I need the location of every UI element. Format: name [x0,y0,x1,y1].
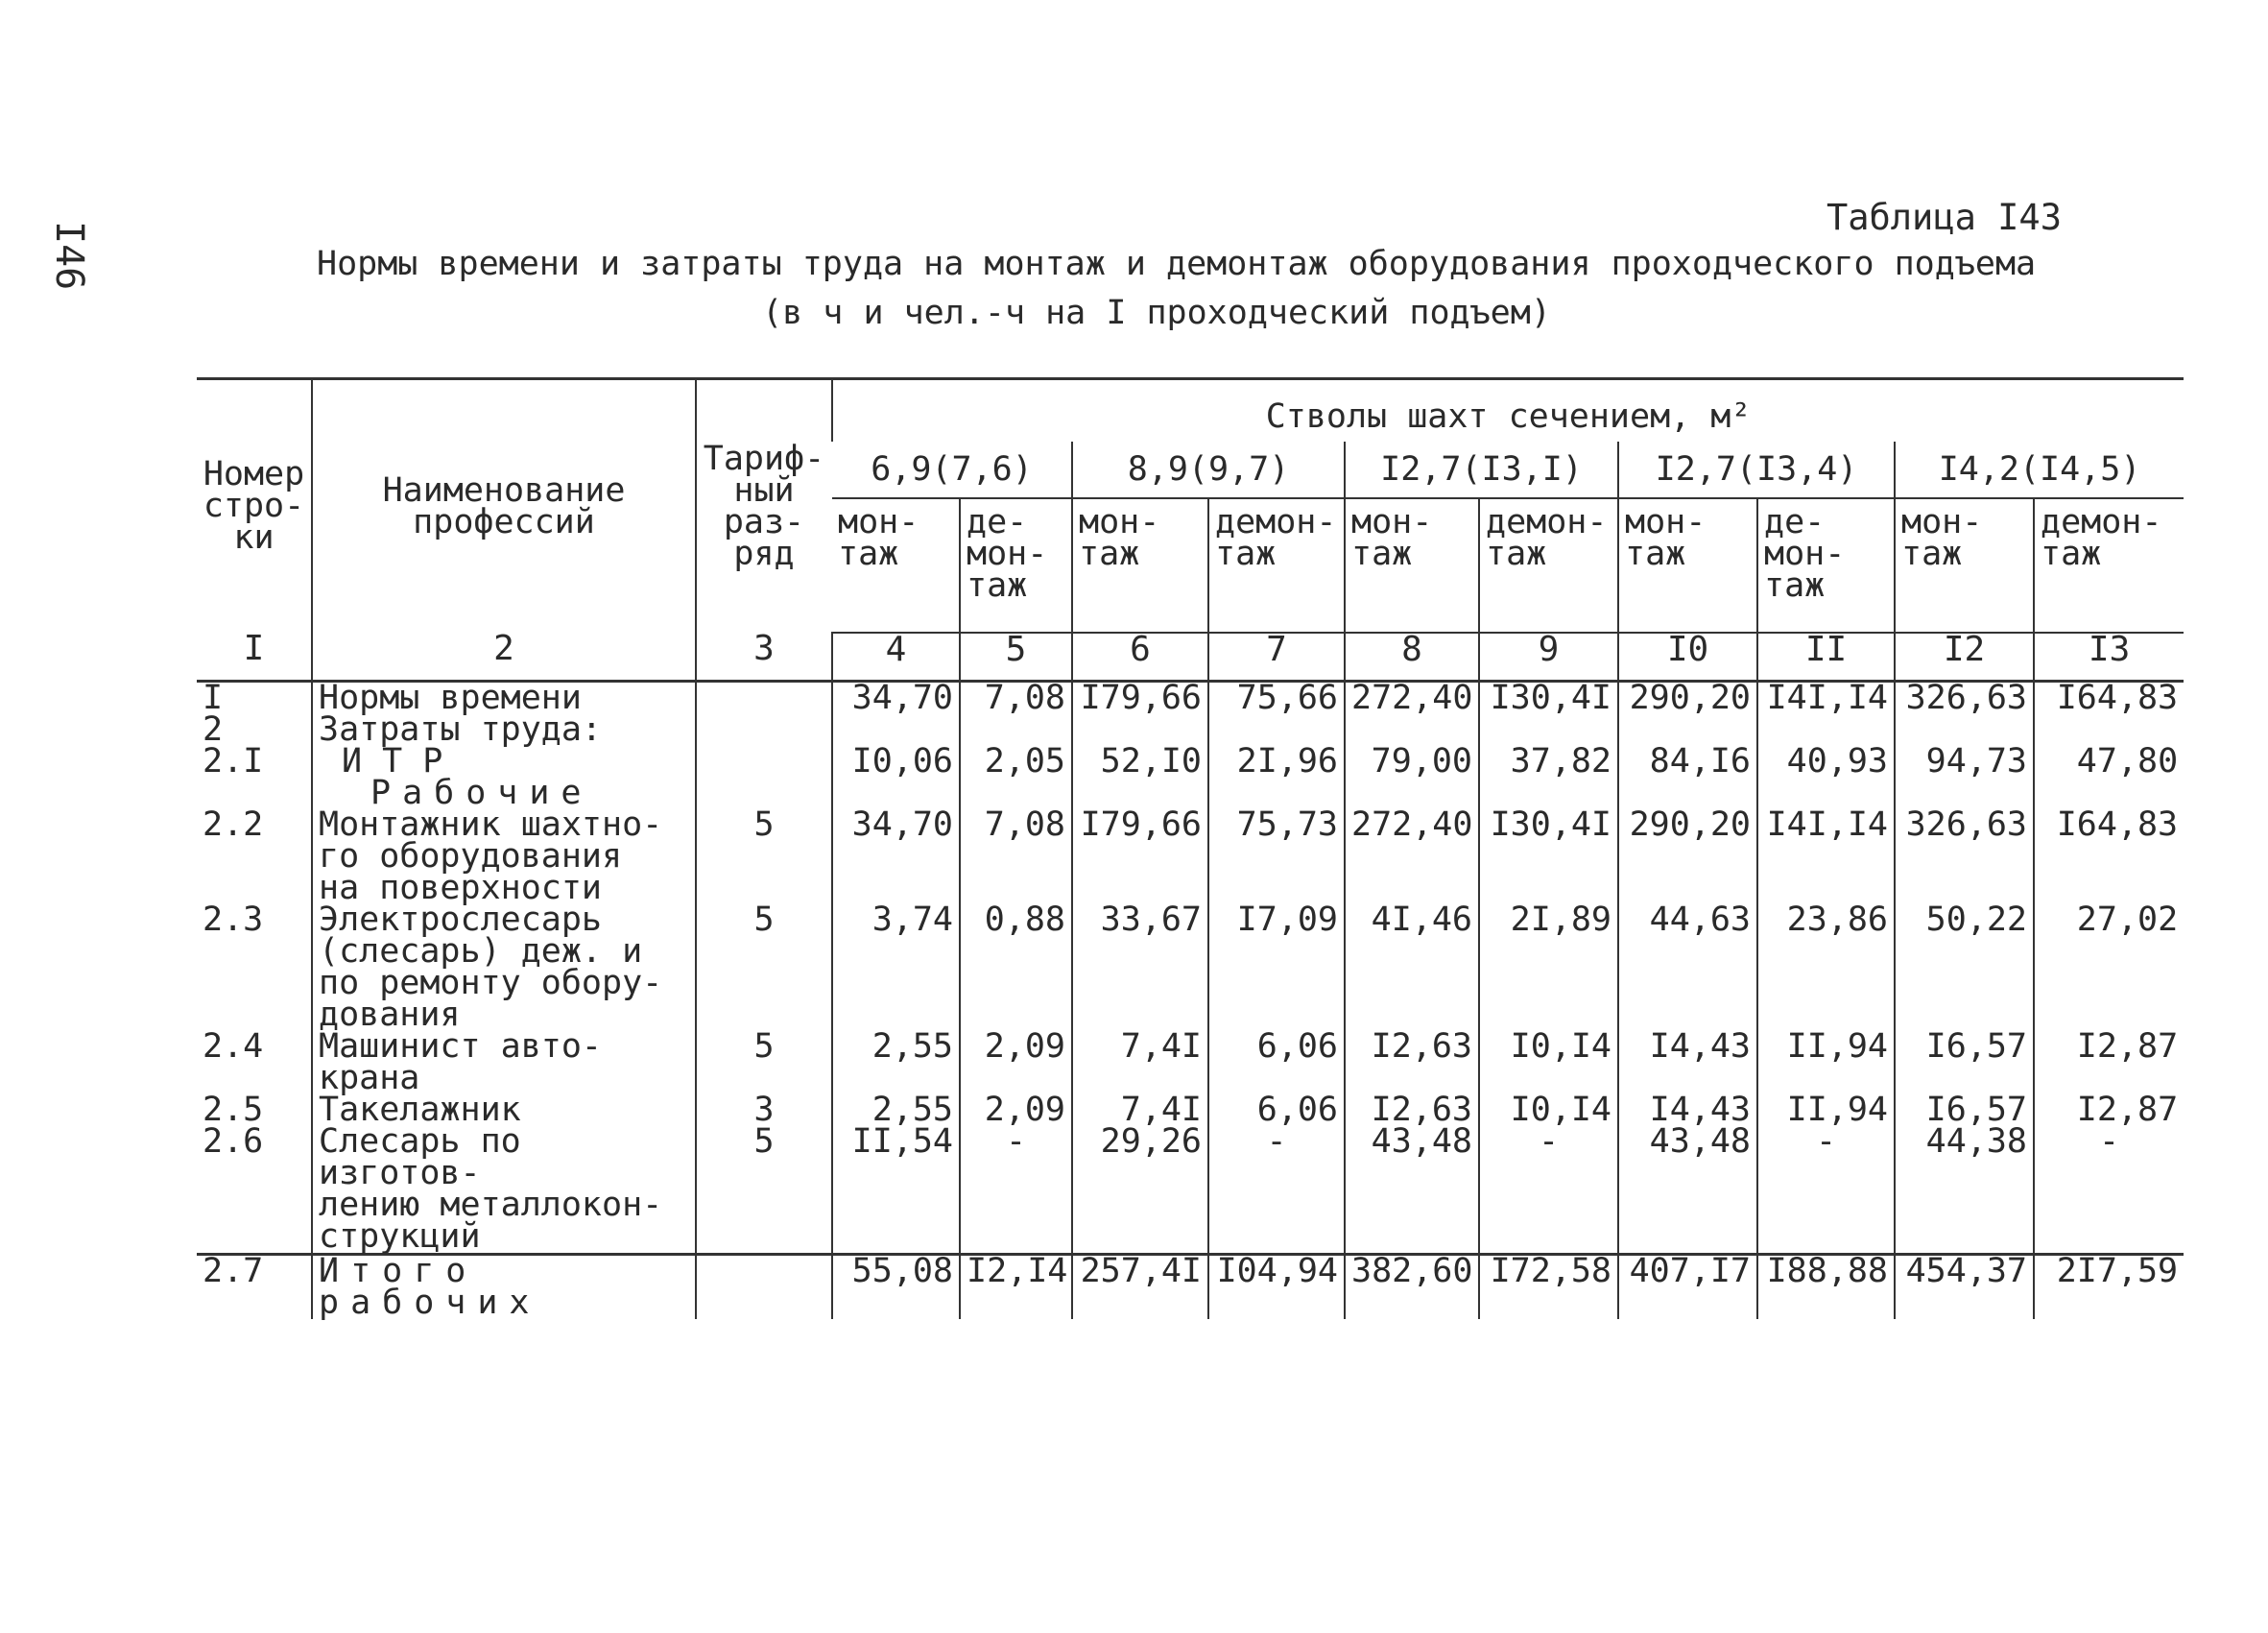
value-cell: II,94 [1757,1031,1895,1094]
table-subtitle: (в ч и чел.-ч на I проходческий подъем) [762,294,1551,332]
row-number: 2.I [203,742,264,780]
value-cell: 4I,46 [1345,904,1479,1031]
header-operation [1895,498,2034,633]
header-operation [1618,498,1757,633]
value-cell: I4I,I4 [1757,682,1895,715]
value-cell: 50,22 [1895,904,2034,1031]
value-cell: 43,48 [1345,1126,1479,1255]
value-cell: I79,66 [1072,682,1208,715]
value-cell: I30,4I [1479,809,1618,904]
row-number: 2.4 [203,1027,264,1066]
profession-name-line: на поверхности [319,869,603,907]
page-number: I46 [47,221,91,291]
header-line: ряд [733,534,795,573]
header-profession [312,379,696,634]
header-line: демон- [2041,503,2162,541]
tariff-grade [696,1255,832,1320]
table-row [197,1126,2184,1255]
value-cell: 257,4I [1072,1255,1208,1320]
value-cell: 75,73 [1208,809,1345,904]
profession-name-line: Нормы времени [319,679,582,717]
column-number: 9 [1479,633,1618,682]
value-cell: I2,63 [1345,1094,1479,1126]
value-cell: I64,83 [2034,809,2184,904]
header-line: таж [1901,535,1963,573]
value-cell: 44,38 [1895,1126,2034,1255]
table-row [197,1031,2184,1094]
tariff-grade: 5 [696,809,832,904]
value-cell: 34,70 [832,809,960,904]
profession-name-line: Электрослесарь [319,901,603,939]
table-title: Нормы времени и затраты труда на монтаж и демонтаж оборудования проходческого подъема [317,245,2037,283]
column-number: 4 [832,633,960,682]
value-cell: 2,09 [960,1031,1072,1094]
header-operation [960,498,1072,633]
header-operation [2034,498,2184,633]
value-cell: I2,I4 [960,1255,1072,1320]
value-cell: I04,94 [1208,1255,1345,1320]
value-cell: I6,57 [1895,1031,2034,1094]
header-section: 8,9(9,7) [1072,442,1345,498]
header-line: Наименование [382,470,626,510]
value-cell: I72,58 [1479,1255,1618,1320]
column-number: I0 [1618,633,1757,682]
profession-name-line: Машинист авто- [319,1027,603,1066]
profession-name-line: Рабочие [370,774,593,812]
column-number: 3 [696,633,832,682]
column-number: 6 [1072,633,1208,682]
value-cell: - [1479,1126,1618,1255]
profession-name-line: лению металлокон- [319,1186,663,1224]
norms-table [197,377,2184,1322]
profession-name-line: Итого рабочих [319,1252,541,1322]
value-cell: 2,05 [960,746,1072,778]
column-number: I3 [2034,633,2184,682]
value-cell: 272,40 [1345,809,1479,904]
header-section: 6,9(7,6) [832,442,1072,498]
value-cell: I4,43 [1618,1031,1757,1094]
value-cell: 290,20 [1618,809,1757,904]
header-operation [1345,498,1479,633]
row-number: 2.2 [203,805,264,844]
column-number: 5 [960,633,1072,682]
value-cell: 454,37 [1895,1255,2034,1320]
value-cell: 2,09 [960,1094,1072,1126]
header-operation [1208,498,1345,633]
table-row [197,809,2184,904]
value-cell: 29,26 [1072,1126,1208,1255]
header-line: таж [2041,535,2102,573]
profession-name-line: Затраты труда: [319,710,603,749]
value-cell: 79,00 [1345,746,1479,778]
header-line: мон- [1351,503,1433,541]
header-line: демон- [1215,503,1337,541]
value-cell: 47,80 [2034,746,2184,778]
profession-name-line: по ремонту обору- [319,964,663,1002]
header-operation [1757,498,1895,633]
tariff-grade: 5 [696,1031,832,1094]
tariff-grade: 5 [696,1126,832,1255]
value-cell: 6,06 [1208,1031,1345,1094]
header-line: таж [1625,535,1686,573]
table-row [197,1255,2184,1320]
row-number: 2.6 [203,1122,264,1161]
tariff-grade [696,682,832,715]
profession-name [312,901,696,1034]
value-cell: 27,02 [2034,904,2184,1031]
value-cell: 94,73 [1895,746,2034,778]
value-cell: 37,82 [1479,746,1618,778]
table-label: Таблица I43 [1826,197,2062,238]
value-cell: 3,74 [832,904,960,1031]
value-cell: 55,08 [832,1255,960,1320]
row-number: 2.7 [197,1255,312,1320]
value-cell: 326,63 [1895,809,2034,904]
value-cell: I0,I4 [1479,1031,1618,1094]
header-operation [1479,498,1618,633]
header-line: Номер [203,455,305,493]
value-cell: - [2034,1126,2184,1255]
value-cell: I64,83 [2034,682,2184,715]
value-cell: I2,87 [2034,1094,2184,1126]
value-cell: I88,88 [1757,1255,1895,1320]
value-cell: 7,08 [960,682,1072,715]
value-cell: 7,08 [960,809,1072,904]
header-line: раз- [723,502,805,541]
header-line: ки [233,518,275,557]
value-cell: 40,93 [1757,746,1895,778]
value-cell: 7,4I [1072,1031,1208,1094]
tariff-grade: 3 [696,1094,832,1126]
header-row-number [197,379,312,634]
column-number: 2 [312,633,696,682]
value-cell: 2I,89 [1479,904,1618,1031]
profession-name-line: (слесарь) деж. и [319,932,643,971]
header-operation [1072,498,1208,633]
profession-name-line: Такелажник [319,1091,521,1129]
profession-name-line: крана [319,1059,420,1097]
profession-name-line: струкций [319,1217,481,1256]
header-section: I4,2(I4,5) [1895,442,2184,498]
header-grade [696,379,832,634]
value-cell: 23,86 [1757,904,1895,1031]
value-cell: 2I,96 [1208,746,1345,778]
header-line: таж [967,566,1028,605]
column-number: I2 [1895,633,2034,682]
profession-name [312,1252,696,1322]
value-cell: 2,55 [832,1094,960,1126]
value-cell: II,54 [832,1126,960,1255]
header-line: мон- [838,503,919,541]
row-number: 2.3 [203,901,264,939]
value-cell: I30,4I [1479,682,1618,715]
value-cell: - [1208,1126,1345,1255]
header-line: таж [1215,535,1277,573]
value-cell: I0,06 [832,746,960,778]
profession-name [312,1122,696,1256]
header-section: I2,7(I3,I) [1345,442,1618,498]
row-number: I [203,679,224,717]
value-cell: 2I7,59 [2034,1255,2184,1320]
value-cell: I2,63 [1345,1031,1479,1094]
value-cell: 0,88 [960,904,1072,1031]
value-cell: 43,48 [1618,1126,1757,1255]
profession-name [312,805,696,907]
value-cell: 44,63 [1618,904,1757,1031]
value-cell: I79,66 [1072,809,1208,904]
value-cell: 326,63 [1895,682,2034,715]
profession-name-line: И Т Р [342,742,443,780]
value-cell: II,94 [1757,1094,1895,1126]
header-line: мон- [1901,503,1983,541]
header-line: таж [1764,566,1826,605]
value-cell: 382,60 [1345,1255,1479,1320]
profession-name-line: Слесарь по изготов- [319,1122,521,1192]
value-cell: - [1757,1126,1895,1255]
header-shafts-group: Стволы шахт сечением, м² [832,379,2184,443]
value-cell: I4,43 [1618,1094,1757,1126]
header-section: I2,7(I3,4) [1618,442,1895,498]
value-cell: - [960,1126,1072,1255]
header-line: Тариф- [703,439,825,478]
header-line: мон- [1079,503,1160,541]
profession-name [312,679,696,717]
header-line: таж [1486,535,1547,573]
tariff-grade: 5 [696,904,832,1031]
column-number: II [1757,633,1895,682]
header-line: таж [1351,535,1413,573]
value-cell: 272,40 [1345,682,1479,715]
row-number: 2 [203,710,224,749]
value-cell: 34,70 [832,682,960,715]
header-line: демон- [1486,503,1608,541]
table-row [197,682,2184,715]
value-cell: 75,66 [1208,682,1345,715]
value-cell: I0,I4 [1479,1094,1618,1126]
value-cell: 2,55 [832,1031,960,1094]
header-line: де- [967,503,1028,541]
header-line: таж [838,535,899,573]
header-line: де- [1764,503,1826,541]
value-cell: 84,I6 [1618,746,1757,778]
header-line: профессий [413,502,595,541]
value-cell: I2,87 [2034,1031,2184,1094]
column-number: 8 [1345,633,1479,682]
value-cell: 7,4I [1072,1094,1208,1126]
value-cell: I4I,I4 [1757,809,1895,904]
value-cell: 33,67 [1072,904,1208,1031]
profession-name-line: дования [319,996,461,1034]
header-line: мон- [967,535,1048,573]
header-line: таж [1079,535,1140,573]
header-line: ный [733,470,795,510]
tariff-grade [696,746,832,778]
value-cell: 407,I7 [1618,1255,1757,1320]
table-row [197,904,2184,1031]
header-line: мон- [1625,503,1707,541]
profession-name-line: Монтажник шахтно- [319,805,663,844]
profession-name [312,1027,696,1097]
profession-name-line: го оборудования [319,837,623,876]
column-number: I [197,633,312,682]
value-cell: 52,I0 [1072,746,1208,778]
header-operation [832,498,960,633]
tariff-grade [696,714,832,746]
value-cell: 290,20 [1618,682,1757,715]
value-cell: 6,06 [1208,1094,1345,1126]
column-number: 7 [1208,633,1345,682]
row-number: 2.5 [203,1091,264,1129]
value-cell: I7,09 [1208,904,1345,1031]
header-line: стро- [203,487,305,525]
header-line: мон- [1764,535,1846,573]
value-cell: I6,57 [1895,1094,2034,1126]
